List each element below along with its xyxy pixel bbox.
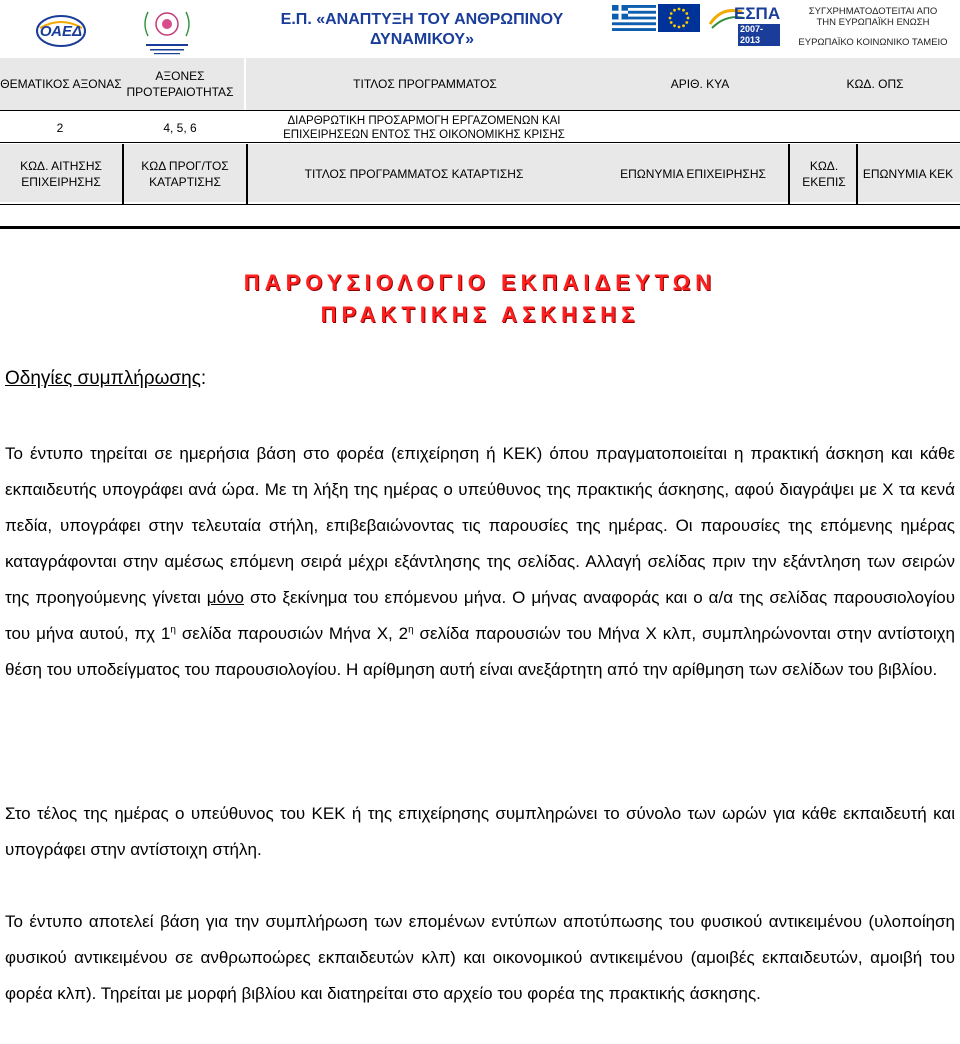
column-divider (122, 144, 124, 204)
instructions-paragraph-1 (5, 436, 955, 688)
thematic-axis-value: 2 (56, 121, 64, 135)
kek-name-header: ΕΠΩΝΥΜΙΑ ΚΕΚ (862, 167, 954, 181)
document-title-line1: ΠΑΡΟΥΣΙΟΛΟΓΙΟ ΕΚΠΑΙΔΕΥΤΩΝ (243, 270, 717, 295)
oaed-logo (36, 14, 86, 48)
espa-logo (708, 4, 781, 45)
row-divider (0, 204, 960, 205)
cofund-line2: ΕΥΡΩΠΑΪΚΟ ΚΟΙΝΩΝΙΚΟ ΤΑΜΕΙΟ (798, 37, 948, 48)
p1-part-b: στο ξεκίνημα του επόμενου μήνα. Ο μήνας αναφοράς και ο α/α της σελίδας παρουσιολογίου του μήνα αυτού, πχ 1 (5, 588, 955, 643)
espa-logo-text: ΕΣΠΑ (734, 4, 781, 23)
instructions-heading-wrap (5, 368, 206, 390)
eu-flag-icon (658, 4, 700, 32)
column-divider (246, 144, 248, 204)
ministry-emblem-icon (132, 6, 202, 58)
p1-superscript-2: η (408, 624, 414, 636)
program-title: Ε.Π. «ΑΝΑΠΤΥΞΗ ΤΟΥ ΑΝΘΡΩΠΙΝΟΥ ΔΥΝΑΜΙΚΟΥ» (280, 11, 564, 48)
thematic-axis-header: ΘΕΜΑΤΙΚΟΣ ΑΞΟΝΑΣ (0, 77, 122, 91)
header-table (0, 58, 960, 230)
p1-superscript-1: η (170, 624, 176, 636)
column-divider (856, 144, 858, 204)
document-title-line2: ΠΡΑΚΤΙΚΗΣ ΑΣΚΗΣΗΣ (320, 302, 640, 327)
training-code-header: ΚΩΔ ΠΡΟΓ/ΤΟΣ ΚΑΤΑΡΤΙΣΗΣ (141, 159, 229, 189)
priority-axes-value: 4, 5, 6 (163, 121, 197, 135)
instructions-heading: Οδηγίες συμπλήρωσης (5, 368, 201, 389)
priority-axes-header: ΑΞΟΝΕΣ ΠΡΟΤΕΡΑΙΟΤΗΤΑΣ (126, 69, 234, 99)
training-title-header: ΤΙΤΛΟΣ ΠΡΟΓΡΑΜΜΑΤΟΣ ΚΑΤΑΡΤΙΣΗΣ (304, 167, 524, 181)
greek-flag-icon (612, 5, 656, 31)
company-name-header: ΕΠΩΝΥΜΙΑ ΕΠΙΧΕΙΡΗΣΗΣ (620, 167, 766, 181)
program-title-value: ΔΙΑΡΘΡΩΤΙΚΗ ΠΡΟΣΑΡΜΟΓΗ ΕΡΓΑΖΟΜΕΝΩΝ ΚΑΙ ΕΠΙΧΕΙΡΗΣΕΩΝ ΕΝΤΟΣ ΤΗΣ ΟΙΚΟΝΟΜΙΚΗΣ ΚΡΙΣΗΣ (283, 115, 565, 141)
application-code-header: ΚΩΔ. ΑΙΤΗΣΗΣ ΕΠΙΧΕΙΡΗΣΗΣ (20, 159, 102, 189)
instructions-paragraph-3: Το έντυπο αποτελεί βάση για την συμπλήρωση των επομένων εντύπων αποτύπωσης του φυσικού αντικειμένου (υλοποίηση φυσικού αντικειμένου σε ανθρωποώρες εκπαιδευτών κλπ) και οικονομικού αντικειμένου (αμοιβές εκπαιδευτών, αμοιβή του φορέα κλπ). Τηρείται με μορφή βιβλίου και διατηρείται στο αρχείο του φορέα της πρακτικής άσκησης. (5, 912, 955, 1003)
ops-code-header: ΚΩΔ. ΟΠΣ (846, 77, 904, 91)
cofund-line1: ΣΥΓΧΡΗΜΑΤΟΔΟΤΕΙΤΑΙ ΑΠΟ ΤΗΝ ΕΥΡΩΠΑΪΚΗ ΕΝΩΣΗ (808, 6, 938, 28)
ekepis-code-header: ΚΩΔ. ΕΚΕΠΙΣ (802, 159, 846, 189)
oaed-logo-text: ΟΑΕΔ (39, 23, 83, 40)
instructions-heading-colon: : (200, 368, 207, 389)
row-divider (0, 110, 960, 111)
instructions-paragraph-2: Στο τέλος της ημέρας ο υπεύθυνος του ΚΕΚ ή της επιχείρησης συμπληρώνει το σύνολο των ωρών για κάθε εκπαιδευτή και υπογράφει στην αντίστοιχη στήλη. (5, 804, 955, 859)
column-divider (788, 144, 790, 204)
p1-underlined-word: μόνο (206, 588, 244, 607)
row-divider (0, 142, 960, 143)
espa-logo-years: 2007-2013 (738, 24, 780, 46)
p1-part-a: Το έντυπο τηρείται σε ημερήσια βάση στο φορέα (επιχείρηση ή ΚΕΚ) όπου πραγματοποιείται η πρακτική άσκηση και κάθε εκπαιδευτής υπογράφει ανά ώρα. Με τη λήξη της ημέρας ο υπεύθυνος της πρακτικής άσκησης, αφού διαγράψει με Χ τα κενά πεδία, υπογράφει στην τελευταία στήλη, επιβεβαιώνοντας τις παρουσίες της ημέρας. Οι παρουσίες της επόμενης ημέρας καταγράφονται στην αμέσως επόμενη σειρά μέχρι εξάντλησης της σελίδας. Αλλαγή σελίδας πριν την εξάντληση των σειρών της προηγούμενης γίνεται (5, 444, 955, 607)
table-bottom-border (0, 226, 960, 229)
program-title-header: ΤΙΤΛΟΣ ΠΡΟΓΡΑΜΜΑΤΟΣ (353, 77, 497, 91)
p1-part-d: σελίδα παρουσιών του Μήνα Χ κλπ, συμπληρώνονται στην αντίστοιχη θέση του υποδείγματος του παρουσιολογίου. Η αρίθμηση αυτή είναι ανεξάρτητη από την αρίθμηση των σελίδων του βιβλίου. (5, 624, 955, 679)
p1-part-c: σελίδα παρουσιών Μήνα Χ, 2 (181, 624, 409, 643)
kya-number-header: ΑΡΙΘ. ΚΥΑ (670, 77, 730, 91)
